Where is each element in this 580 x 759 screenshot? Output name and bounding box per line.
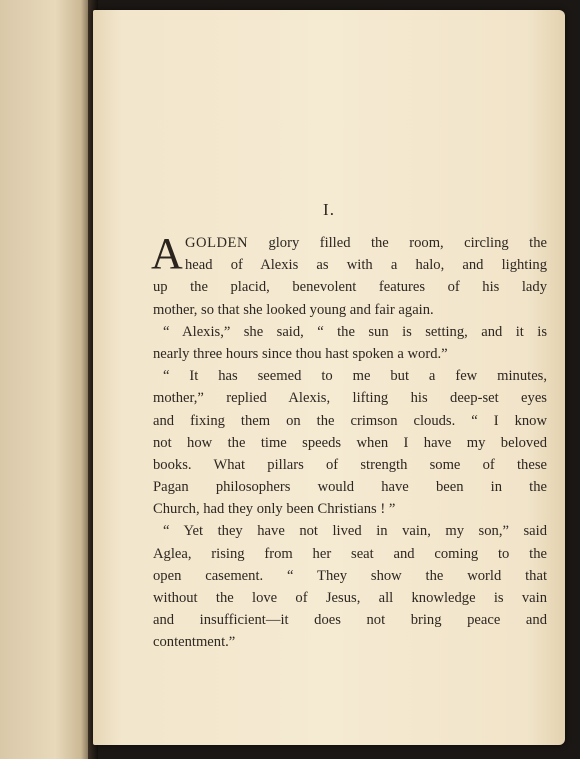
text-line: “ Alexis,” she said, “ the sun is setting, and it is bbox=[163, 323, 547, 340]
text-line: not how the time speeds when I have my beloved bbox=[153, 434, 547, 451]
text-line: contentment.” bbox=[153, 634, 236, 651]
text-line: Aglea, rising from her seat and coming to the bbox=[153, 545, 547, 562]
chapter-text bbox=[151, 229, 547, 654]
text-line: without the love of Jesus, all knowledge is vain bbox=[153, 590, 547, 606]
facing-page-edge bbox=[0, 0, 94, 759]
drop-cap: A bbox=[151, 229, 183, 278]
text-line: nearly three hours since thou hast spoken a word.” bbox=[153, 345, 448, 362]
text-line: “ Yet they have not lived in vain, my son,” said bbox=[163, 523, 547, 540]
text-line: and fixing them on the crimson clouds. “ I know bbox=[153, 412, 547, 429]
text-line bbox=[153, 232, 547, 254]
text-line: Church, had they only been Christians ! ” bbox=[153, 501, 396, 518]
text-line: and insufficient—it does not bring peace and bbox=[153, 612, 547, 629]
first-word: GOLDEN bbox=[185, 235, 248, 251]
text-line: books. What pillars of strength some of these bbox=[153, 456, 547, 473]
text-line: mother,” replied Alexis, lifting his deep-set eyes bbox=[153, 390, 547, 407]
text-line: “ It has seemed to me but a few minutes, bbox=[163, 368, 547, 385]
line-text: glory filled the room, circling the bbox=[248, 235, 547, 251]
book-page bbox=[93, 10, 565, 745]
chapter-number: I. bbox=[323, 200, 335, 219]
text-line: Pagan philosophers would have been in the bbox=[153, 479, 547, 496]
text-line: open casement. “ They show the world that bbox=[153, 567, 547, 584]
text-line: head of Alexis as with a halo, and lighting bbox=[185, 257, 547, 274]
text-line: up the placid, benevolent features of his lady bbox=[153, 279, 547, 296]
text-line: mother, so that she looked young and fair again. bbox=[153, 301, 434, 318]
